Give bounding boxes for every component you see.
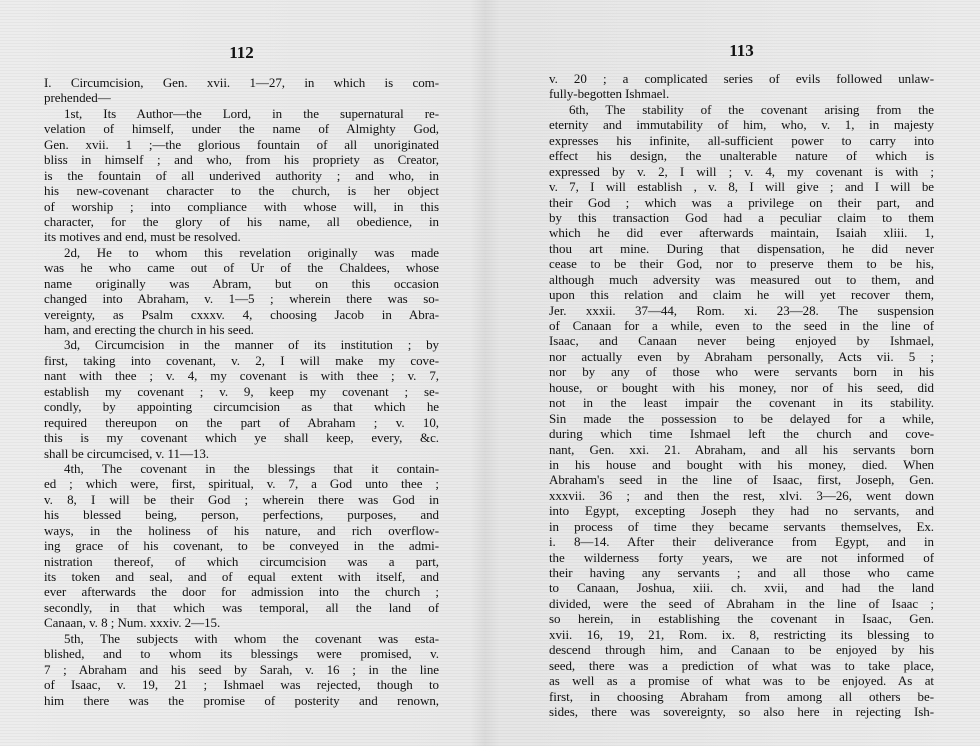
text-line: thou art mine. During that dispensation, he did never bbox=[549, 240, 934, 256]
text-line: by this transaction God had a peculiar claim to them bbox=[549, 209, 934, 225]
text-line: prehended— bbox=[44, 90, 111, 106]
text-line: 6th, The stability of the covenant arising from the bbox=[569, 101, 934, 117]
left-page-body bbox=[44, 75, 439, 708]
text-line: Abraham's seed in the line of Isaac, first, Joseph, Gen. bbox=[549, 472, 934, 488]
text-line: house, or bought with his money, nor of his seed, did bbox=[549, 379, 934, 395]
text-line: secondly, in that which was temporal, all the land of bbox=[44, 599, 439, 615]
text-line: 1st, Its Author—the Lord, in the supernatural re- bbox=[64, 105, 439, 121]
text-line: character, for the glory of his name, all obedience, in bbox=[44, 213, 439, 229]
text-line: shall be circumcised, v. 11—13. bbox=[44, 445, 210, 461]
text-line: during which time Ishmael left the church and cove- bbox=[549, 426, 934, 442]
text-line: 3d, Circumcision in the manner of its institution ; by bbox=[64, 337, 439, 353]
text-line: ways, in the holiness of his nature, and rich overflow- bbox=[44, 522, 439, 538]
text-line: as well as a promise of what was to be enjoyed. As at bbox=[549, 673, 934, 689]
text-line: not in the least impair the covenant in its stability. bbox=[549, 395, 934, 411]
text-line: i. 8—14. After their deliverance from Egypt, and in bbox=[549, 534, 934, 550]
text-line: in process of time they became servants themselves, Ex. bbox=[549, 518, 934, 534]
text-line: ever afterwards the door for admission into the church ; bbox=[44, 584, 439, 600]
text-line: this is my covenant which ye shall keep, every, &c. bbox=[44, 430, 439, 446]
right-page bbox=[549, 0, 934, 719]
text-line: cease to be their God, nor to preserve them to be his, bbox=[549, 256, 934, 272]
text-line: to Canaan, Joshua, xiii. ch. xvii, and had the land bbox=[549, 580, 934, 596]
text-line: in his house and bought with his money, died. When bbox=[549, 456, 934, 472]
text-line: Sin made the possession to be delayed for a while, bbox=[549, 410, 934, 426]
text-line: his new-covenant character to the church, is her object bbox=[44, 183, 439, 199]
text-line: nant, Gen. xxi. 21. Abraham, and all his servants born bbox=[549, 441, 934, 457]
text-line: him there was the promise of posterity and renown, bbox=[44, 692, 439, 708]
text-line: nor actually even by Abraham personally, Acts vii. 5 ; bbox=[549, 348, 934, 364]
text-line: v. 8, I will be their God ; wherein there was God in bbox=[44, 491, 439, 507]
text-line: the wilderness forty years, we are not informed of bbox=[549, 549, 934, 565]
text-line: establish my covenant ; v. 9, keep my covenant ; se- bbox=[44, 383, 439, 399]
text-line: of Isaac, v. 19, 21 ; Ishmael was rejected, though to bbox=[44, 677, 439, 693]
text-line: I. Circumcision, Gen. xvii. 1—27, in which is com- bbox=[44, 75, 439, 90]
text-line: ham, and erecting the church in his seed. bbox=[44, 322, 254, 337]
text-line: nistration thereof, of which circumcision was a part, bbox=[44, 553, 439, 569]
text-line: into Egypt, excepting Joseph they had no servants, and bbox=[549, 503, 934, 519]
text-line: seed, there was a prediction of what was to take place, bbox=[549, 657, 934, 673]
text-line: their having any servants ; and all those who came bbox=[549, 565, 934, 580]
text-line: of Canaan for a while, even to the seed in the line of bbox=[549, 318, 934, 333]
text-line: first, taking into covenant, v. 2, I will make my cove- bbox=[44, 352, 439, 368]
text-line: 5th, The subjects with whom the covenant was esta- bbox=[64, 630, 439, 646]
text-line: descend through him, and Canaan to be enjoyed by his bbox=[549, 642, 934, 658]
text-line: ing grace of his covenant, to be conveyed in the admi- bbox=[44, 538, 439, 554]
text-line: required thereupon on the part of Abraham ; v. 10, bbox=[44, 414, 439, 430]
text-line: so herein, in establishing the covenant in Isaac, Gen. bbox=[549, 611, 934, 627]
text-line: name originally was Abram, but on this occasion bbox=[44, 275, 439, 291]
text-line: is the fountain of all underived authority ; and who, in bbox=[44, 167, 439, 183]
text-line: xxxvii. 36 ; and then the rest, xlvi. 3—26, went down bbox=[549, 487, 934, 503]
text-line: v. 7, I will establish , v. 8, I will give ; and I will be bbox=[549, 179, 934, 195]
text-line: of worship ; into compliance with whose will, in this bbox=[44, 198, 439, 214]
left-page-number: 112 bbox=[229, 43, 254, 62]
text-line: was he who came out of Ur of the Chaldees, whose bbox=[44, 260, 439, 276]
text-line: 4th, The covenant in the blessings that it contain- bbox=[64, 460, 439, 476]
text-line: condly, by appointing circumcision as that which he bbox=[44, 399, 439, 415]
text-line: 7 ; Abraham and his seed by Sarah, v. 16 ; in the line bbox=[44, 661, 439, 677]
text-line: upon this relation and claim he will yet recover them, bbox=[549, 287, 934, 303]
left-page bbox=[44, 0, 439, 708]
text-line: first, in choosing Abraham from among all others be- bbox=[549, 688, 934, 704]
right-page-body bbox=[549, 71, 934, 719]
text-line: xvii. 16, 19, 21, Rom. ix. 8, restricting its blessing to bbox=[549, 626, 934, 642]
text-line: his blessed being, person, perfections, purposes, and bbox=[44, 507, 439, 523]
text-line: nant with thee ; v. 4, my covenant is with thee ; v. 7, bbox=[44, 368, 439, 384]
text-line: vereignty, as Psalm cxxxv. 4, choosing Jacob in Abra- bbox=[44, 306, 439, 322]
text-line: bliss in himself ; and who, from his propriety as Creator, bbox=[44, 152, 439, 168]
text-line: expressed by v. 2, I will ; v. 4, my covenant is with ; bbox=[549, 163, 934, 179]
text-line: Isaac, and Canaan never being enjoyed by Ishmael, bbox=[549, 333, 934, 349]
text-line: its token and seal, and of equal extent with itself, and bbox=[44, 569, 439, 584]
right-page-number: 113 bbox=[729, 41, 754, 60]
text-line: velation of himself, under the name of Almighty God, bbox=[44, 121, 439, 137]
text-line: its motives and end, must be resolved. bbox=[44, 229, 241, 245]
text-line: although much adversity was measured out to them, and bbox=[549, 271, 934, 287]
text-line: blished, and to whom its blessings were promised, v. bbox=[44, 646, 439, 662]
text-line: divided, were the seed of Abraham in the line of Isaac ; bbox=[549, 595, 934, 611]
text-line: fully-begotten Ishmael. bbox=[549, 86, 670, 102]
text-line: expresses his infinite, all-sufficient power to carry into bbox=[549, 132, 934, 148]
text-line: Gen. xvii. 1 ;—the glorious fountain of all unoriginated bbox=[44, 136, 439, 152]
text-line: their God ; which was a privilege on their part, and bbox=[549, 194, 934, 210]
text-line: v. 20 ; a complicated series of evils followed unlaw- bbox=[549, 71, 934, 86]
text-line: sides, there was sovereignty, so also here in rejecting Ish- bbox=[549, 703, 934, 719]
text-line: which he did ever afterwards maintain, Isaiah xliii. 1, bbox=[549, 225, 934, 241]
text-line: Canaan, v. 8 ; Num. xxxiv. 2—15. bbox=[44, 615, 221, 631]
text-line: changed into Abraham, v. 1—5 ; wherein there was so- bbox=[44, 291, 439, 307]
text-line: eternity and immutability of him, who, v. 1, in majesty bbox=[549, 117, 934, 133]
text-line: ed ; which were, first, spiritual, v. 7, a God unto thee ; bbox=[44, 476, 439, 492]
text-line: Jer. xxxii. 37—44, Rom. xi. 23—28. The suspension bbox=[549, 302, 934, 318]
text-line: 2d, He to whom this revelation originally was made bbox=[64, 244, 439, 260]
text-line: nor by any of those who were servants born in his bbox=[549, 364, 934, 380]
text-line: effect his design, the unalterable nature of which is bbox=[549, 148, 934, 164]
